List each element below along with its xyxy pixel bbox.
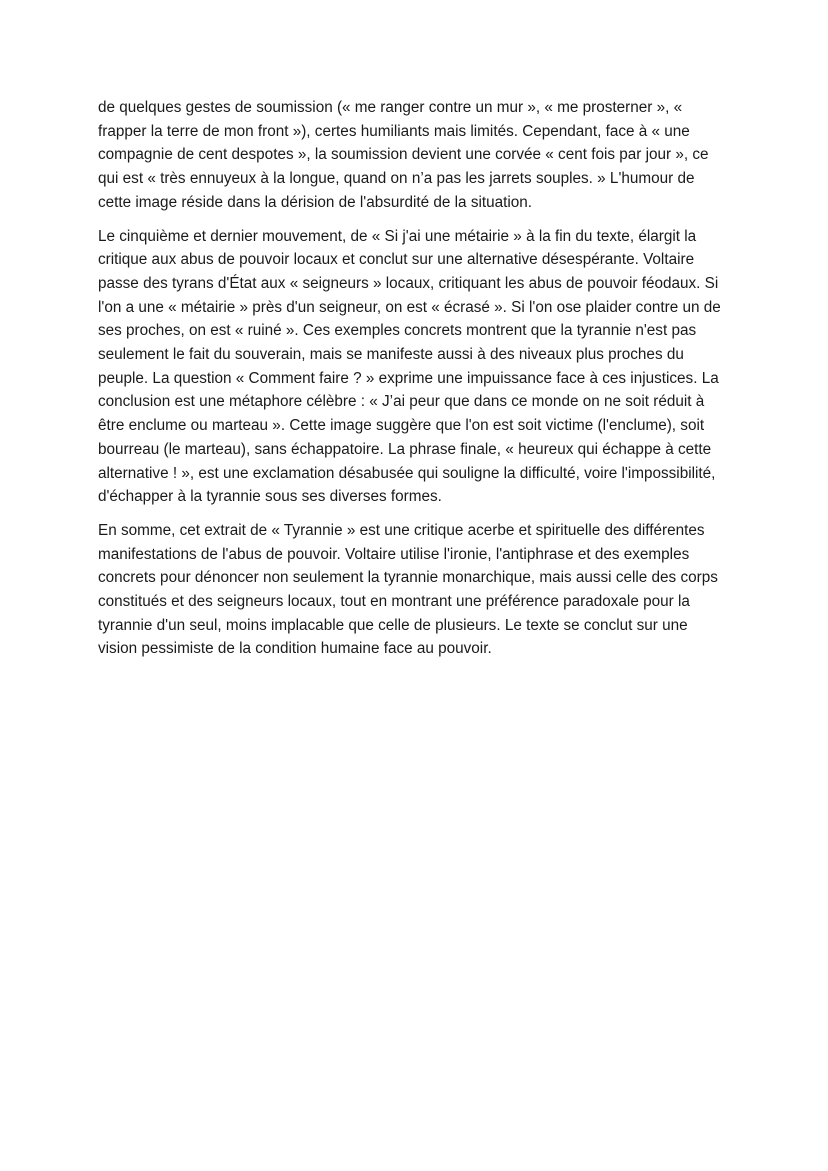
- paragraph-fifth-movement: Le cinquième et dernier mouvement, de « Si j'ai une métairie » à la fin du texte, élargit la critique aux abus de pouvoir locaux et conclut sur une alternative désespérante. Voltaire passe des tyrans d'État aux « seigneurs » locaux, critiquant les abus de pouvoir féodaux. Si l'on a une « métairie » près d'un seigneur, on est « écrasé ». Si l'on ose plaider contre un de ses proches, on est « ruiné ». Ces exemples concrets montrent que la tyrannie n'est pas seulement le fait du souverain, mais se manifeste aussi à des niveaux plus proches du peuple. La question « Comment faire ? » exprime une impuissance face à ces injustices. La conclusion est une métaphore célèbre : « J’ai peur que dans ce monde on ne soit réduit à être enclume ou marteau ». Cette image suggère que l'on est soit victime (l'enclume), soit bourreau (le marteau), sans échappatoire. La phrase finale, « heureux qui échappe à cette alternative ! », est une exclamation désabusée qui souligne la difficulté, voire l'impossibilité, d'échapper à la tyrannie sous ses diverses formes.: [98, 227, 721, 506]
- document-body: [98, 96, 730, 671]
- paragraph-humiliation: de quelques gestes de soumission (« me ranger contre un mur », « me prosterner », « frapper la terre de mon front »), certes humiliants mais limités. Cependant, face à « une compagnie de cent despotes », la soumission devient une corvée « cent fois par jour », ce qui est « très ennuyeux à la longue, quand on n’a pas les jarrets souples. » L'humour de cette image réside dans la dérision de l'absurdité de la situation.: [98, 99, 709, 211]
- paragraph-conclusion: En somme, cet extrait de « Tyrannie » est une critique acerbe et spirituelle des différentes manifestations de l'abus de pouvoir. Voltaire utilise l'ironie, l'antiphrase et des exemples concrets pour dénoncer non seulement la tyrannie monarchique, mais aussi celle des corps constitués et des seigneurs locaux, tout en montrant une préférence paradoxale pour la tyrannie d'un seul, moins implacable que celle de plusieurs. Le texte se conclut sur une vision pessimiste de la condition humaine face au pouvoir.: [98, 521, 718, 658]
